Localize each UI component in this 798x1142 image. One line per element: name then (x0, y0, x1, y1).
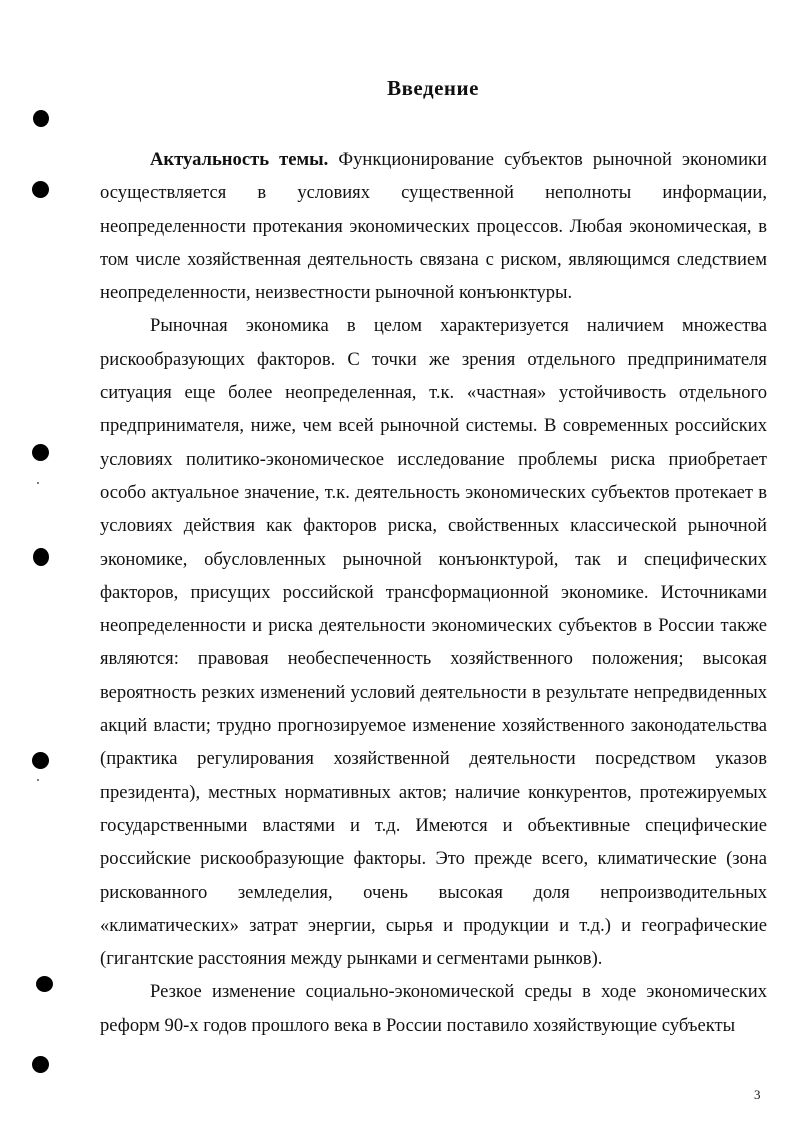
punch-hole-mark (36, 976, 53, 992)
paragraph-lead: Актуальность темы. (150, 149, 329, 170)
punch-hole-mark (32, 181, 49, 198)
punch-hole-mark (32, 1056, 49, 1073)
page-title: Введение (387, 76, 479, 100)
scan-speck (37, 779, 39, 781)
paragraph-reforms: Резкое изменение социально-экономической среды в ходе экономических реформ 90-х годов прошлого века в России поставило хозяйствующие субъекты (100, 981, 767, 1036)
paragraph-relevance (100, 143, 767, 309)
page-number: 3 (754, 1087, 761, 1102)
punch-hole-mark (32, 444, 49, 461)
punch-hole-mark (32, 752, 49, 769)
body-text (100, 143, 767, 1042)
paragraph-text: Функционирование субъектов рыночной экономики осуществляется в условиях существенной неполноты информации, неопределенности протекания экономических процессов. Любая экономическая, в том числе хозяйственная деятельность связана с риском, являющимся следствием неопределенности, неизвестности рыночной конъюнктуры. (100, 149, 768, 304)
punch-hole-mark (33, 110, 49, 127)
paragraph-risk-factors: Рыночная экономика в целом характеризуется наличием множества рискообразующих факторов. С точки же зрения отдельного предпринимателя ситуация еще более неопределенная, т.к. «частная» устойчивость отдельного предпринимателя, ниже, чем всей рыночной системы. В современных российских условиях политико-экономическое исследование проблемы риска приобретает особо актуальное значение, т.к. деятельность экономических субъектов протекает в условиях действия как факторов риска, свойственных классической рыночной экономике, обусловленных рыночной конъюнктурой, так и специфических факторов, присущих российской трансформационной экономике. Источниками неопределенности и риска деятельности экономических субъектов в России также являются: правовая необеспеченность хозяйственного положения; высокая вероятность резких изменений условий деятельности в результате непредвиденных акций власти; трудно прогнозируемое изменение хозяйственного законодательства (практика регулирования хозяйственной деятельности посредством указов президента), местных нормативных актов; наличие конкурентов, протежируемых государственными властями и т.д. Имеются и объективные специфические российские рискообразующие факторы. Это прежде всего, климатические (зона рискованного земледелия, очень высокая доля непроизводительных «климатических» затрат энергии, сырья и продукции и т.д.) и географические (гигантские расстояния между рынками и сегментами рынков). (100, 315, 767, 970)
scan-speck (37, 482, 39, 484)
punch-hole-mark (33, 548, 49, 566)
